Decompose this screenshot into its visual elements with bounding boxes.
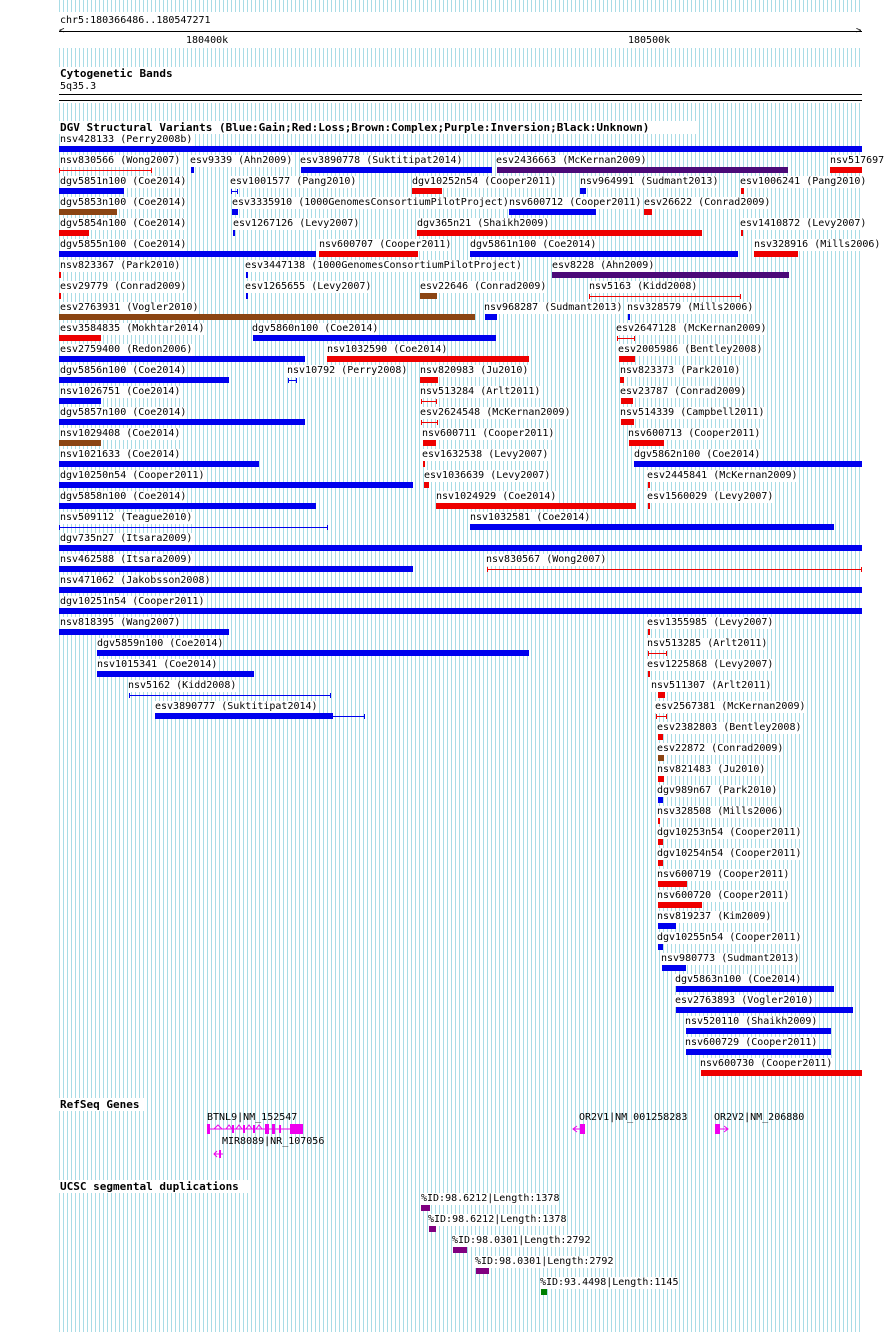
- cyto-band-label: 5q35.3: [60, 81, 97, 92]
- sv-feature-bar[interactable]: [552, 272, 789, 278]
- sv-feature-bar[interactable]: [497, 167, 788, 173]
- sv-label[interactable]: nsv5163 (Kidd2008): [589, 281, 698, 292]
- sv-feature-bar[interactable]: [620, 377, 624, 383]
- gene-label-or2v1[interactable]: OR2V1|NM_001258283: [579, 1112, 688, 1123]
- sv-feature-line[interactable]: [421, 422, 438, 423]
- sv-label[interactable]: nsv1026751 (Coe2014): [60, 386, 181, 397]
- sv-label[interactable]: dgv5859n100 (Coe2014): [97, 638, 224, 649]
- sv-feature-bar[interactable]: [658, 818, 660, 824]
- sv-feature-bar[interactable]: [423, 461, 425, 467]
- sv-feature-bar[interactable]: [155, 713, 333, 719]
- sv-label[interactable]: esv2436663 (McKernan2009): [496, 155, 647, 166]
- sv-label[interactable]: esv3890777 (Suktitipat2014): [155, 701, 318, 712]
- sv-label[interactable]: nsv600729 (Cooper2011): [685, 1037, 818, 1048]
- sv-label[interactable]: dgv10250n54 (Cooper2011): [60, 470, 205, 481]
- segdup-label[interactable]: %ID:98.6212|Length:1378: [421, 1193, 560, 1204]
- cyto-band-line-top: [59, 94, 862, 95]
- sv-feature-bar[interactable]: [648, 503, 650, 509]
- sv-feature-bar[interactable]: [658, 881, 687, 887]
- sv-label[interactable]: nsv600712 (Cooper2011): [509, 197, 642, 208]
- cyto-background: [59, 67, 865, 103]
- sv-label[interactable]: esv8228 (Ahn2009): [552, 260, 655, 271]
- sv-feature-bar[interactable]: [658, 692, 665, 698]
- sv-label[interactable]: nsv1021633 (Coe2014): [60, 449, 181, 460]
- sv-feature-bar[interactable]: [648, 629, 650, 635]
- sv-feature-bar[interactable]: [701, 1070, 862, 1076]
- sv-label[interactable]: nsv823367 (Park2010): [60, 260, 181, 271]
- dgv-track-title: DGV Structural Variants (Blue:Gain;Red:Loss;Brown:Complex;Purple:Inversion;Black:Unknown): [60, 121, 650, 134]
- sv-feature-cap: [861, 567, 862, 572]
- ruler-location-label: chr5:180366486..180547271: [60, 15, 211, 26]
- sv-feature-bar[interactable]: [59, 503, 316, 509]
- sv-label[interactable]: nsv513285 (Arlt2011): [647, 638, 768, 649]
- sv-feature-bar[interactable]: [658, 944, 663, 950]
- sv-label[interactable]: nsv462588 (Itsara2009): [60, 554, 193, 565]
- sv-label[interactable]: nsv821483 (Ju2010): [657, 764, 766, 775]
- sv-feature-bar[interactable]: [686, 1028, 831, 1034]
- sv-feature-bar[interactable]: [741, 188, 744, 194]
- sv-feature-bar[interactable]: [580, 188, 586, 194]
- segdup-bar[interactable]: [453, 1247, 467, 1253]
- sv-label[interactable]: nsv600711 (Cooper2011): [422, 428, 555, 439]
- sv-feature-cap: [237, 189, 238, 194]
- sv-label[interactable]: dgv735n27 (Itsara2009): [60, 533, 193, 544]
- sv-feature-cap: [129, 693, 130, 698]
- sv-label[interactable]: esv2624548 (McKernan2009): [420, 407, 571, 418]
- segdup-label[interactable]: %ID:98.6212|Length:1378: [428, 1214, 567, 1225]
- sv-feature-bar[interactable]: [420, 377, 438, 383]
- sv-feature-bar[interactable]: [59, 272, 61, 278]
- sv-feature-cap: [648, 651, 649, 656]
- sv-label[interactable]: nsv830566 (Wong2007): [60, 155, 181, 166]
- sv-label[interactable]: esv3584835 (Mokhtar2014): [60, 323, 205, 334]
- sv-feature-bar[interactable]: [59, 230, 89, 236]
- sv-label[interactable]: dgv5863n100 (Coe2014): [675, 974, 802, 985]
- sv-feature-bar[interactable]: [658, 839, 663, 845]
- sv-feature-bar[interactable]: [485, 314, 497, 320]
- sv-feature-cap: [487, 567, 488, 572]
- sv-feature-bar[interactable]: [658, 776, 664, 782]
- sv-label[interactable]: esv1006241 (Pang2010): [740, 176, 867, 187]
- segdup-bar[interactable]: [429, 1226, 436, 1232]
- sv-label[interactable]: nsv1032581 (Coe2014): [470, 512, 591, 523]
- sv-label[interactable]: esv2763931 (Vogler2010): [60, 302, 199, 313]
- sv-feature-cap: [656, 714, 657, 719]
- sv-label[interactable]: nsv1015341 (Coe2014): [97, 659, 218, 670]
- sv-label[interactable]: nsv980773 (Sudmant2013): [661, 953, 800, 964]
- sv-feature-bar[interactable]: [232, 209, 238, 215]
- sv-feature-bar[interactable]: [246, 293, 248, 299]
- sv-feature-bar[interactable]: [648, 482, 650, 488]
- sv-label[interactable]: nsv328508 (Mills2006): [657, 806, 784, 817]
- sv-label[interactable]: nsv820983 (Ju2010): [420, 365, 529, 376]
- sv-label[interactable]: nsv517697: [830, 155, 885, 166]
- sv-feature-cap: [296, 378, 297, 383]
- sv-feature-bar[interactable]: [629, 440, 664, 446]
- sv-feature-bar[interactable]: [658, 797, 663, 803]
- sv-feature-bar[interactable]: [628, 314, 630, 320]
- gene-label-or2v2[interactable]: OR2V2|NM_206880: [714, 1112, 805, 1123]
- ruler-axis-line: [59, 31, 862, 32]
- sv-feature-line[interactable]: [129, 695, 331, 696]
- sv-feature-bar[interactable]: [658, 902, 702, 908]
- sv-feature-cap: [421, 420, 422, 425]
- sv-feature-line[interactable]: [648, 653, 667, 654]
- sv-label[interactable]: nsv328916 (Mills2006): [754, 239, 881, 250]
- sv-feature-cap: [421, 399, 422, 404]
- sv-label[interactable]: dgv5851n100 (Coe2014): [60, 176, 187, 187]
- sv-feature-cap: [589, 294, 590, 299]
- sv-feature-bar[interactable]: [658, 923, 676, 929]
- sv-feature-bar[interactable]: [97, 650, 529, 656]
- sv-feature-bar[interactable]: [59, 461, 259, 467]
- sv-feature-cap: [437, 420, 438, 425]
- sv-label[interactable]: nsv513284 (Arlt2011): [420, 386, 541, 397]
- sv-label[interactable]: esv2759400 (Redon2006): [60, 344, 193, 355]
- sv-feature-bar[interactable]: [658, 734, 663, 740]
- sv-label[interactable]: dgv5860n100 (Coe2014): [252, 323, 379, 334]
- sv-feature-bar[interactable]: [59, 356, 305, 362]
- sv-feature-tail: [333, 716, 365, 717]
- ruler-tick-label-1: 180400k: [186, 35, 229, 46]
- sv-label[interactable]: esv1267126 (Levy2007): [233, 218, 360, 229]
- sv-label[interactable]: esv22872 (Conrad2009): [657, 743, 784, 754]
- sv-feature-bar[interactable]: [412, 188, 442, 194]
- sv-feature-bar[interactable]: [253, 335, 496, 341]
- sv-label[interactable]: nsv10792 (Perry2008): [287, 365, 408, 376]
- sv-label[interactable]: esv2647128 (McKernan2009): [616, 323, 767, 334]
- sv-feature-bar[interactable]: [59, 545, 862, 551]
- sv-feature-bar[interactable]: [420, 293, 437, 299]
- sv-label[interactable]: esv1265655 (Levy2007): [245, 281, 372, 292]
- sv-label[interactable]: nsv5162 (Kidd2008): [128, 680, 237, 691]
- sv-label[interactable]: dgv10252n54 (Cooper2011): [412, 176, 557, 187]
- sv-feature-bar[interactable]: [644, 209, 652, 215]
- sv-feature-cap: [634, 336, 635, 341]
- segdup-bar[interactable]: [541, 1289, 547, 1295]
- sv-feature-cap: [288, 378, 289, 383]
- sv-label[interactable]: dgv10251n54 (Cooper2011): [60, 596, 205, 607]
- sv-feature-bar[interactable]: [59, 251, 316, 257]
- sv-feature-bar[interactable]: [470, 251, 738, 257]
- sv-label[interactable]: dgv5854n100 (Coe2014): [60, 218, 187, 229]
- sv-feature-bar[interactable]: [619, 356, 635, 362]
- sv-feature-cap: [151, 168, 152, 173]
- sv-label[interactable]: nsv511307 (Arlt2011): [651, 680, 772, 691]
- sv-label[interactable]: nsv600707 (Cooper2011): [319, 239, 452, 250]
- sv-label[interactable]: esv9339 (Ahn2009): [190, 155, 293, 166]
- sv-feature-line[interactable]: [487, 569, 862, 570]
- sv-label[interactable]: esv1001577 (Pang2010): [230, 176, 357, 187]
- sv-label[interactable]: esv1560029 (Levy2007): [647, 491, 774, 502]
- sv-feature-bar[interactable]: [319, 251, 418, 257]
- sv-feature-bar[interactable]: [417, 230, 702, 236]
- sv-label[interactable]: dgv5861n100 (Coe2014): [470, 239, 597, 250]
- ruler-right-arrow-icon: >: [856, 26, 862, 36]
- sv-feature-bar[interactable]: [59, 587, 862, 593]
- sv-feature-bar[interactable]: [301, 167, 492, 173]
- sv-label[interactable]: esv1632538 (Levy2007): [422, 449, 549, 460]
- sv-feature-cap: [617, 336, 618, 341]
- sv-label[interactable]: nsv1032590 (Coe2014): [327, 344, 448, 355]
- sv-label[interactable]: dgv989n67 (Park2010): [657, 785, 778, 796]
- sv-feature-line[interactable]: [59, 527, 328, 528]
- sv-label[interactable]: esv1225868 (Levy2007): [647, 659, 774, 670]
- sv-label[interactable]: nsv600730 (Cooper2011): [700, 1058, 833, 1069]
- segdup-label[interactable]: %ID:98.0301|Length:2792: [452, 1235, 591, 1246]
- sv-feature-bar[interactable]: [662, 965, 686, 971]
- sv-feature-bar[interactable]: [676, 986, 834, 992]
- sv-label[interactable]: esv1410872 (Levy2007): [740, 218, 867, 229]
- sv-feature-line[interactable]: [421, 401, 437, 402]
- sv-feature-bar[interactable]: [233, 230, 235, 236]
- sv-label[interactable]: esv2567381 (McKernan2009): [655, 701, 806, 712]
- gene-label-btnl9[interactable]: BTNL9|NM_152547: [207, 1112, 298, 1123]
- sv-label[interactable]: nsv514339 (Campbell2011): [620, 407, 765, 418]
- sv-feature-bar[interactable]: [436, 503, 636, 509]
- sv-feature-bar[interactable]: [59, 188, 124, 194]
- sv-label[interactable]: nsv328579 (Mills2006): [627, 302, 754, 313]
- sv-label[interactable]: nsv509112 (Teague2010): [60, 512, 193, 523]
- sv-label[interactable]: dgv5855n100 (Coe2014): [60, 239, 187, 250]
- sv-label[interactable]: esv22646 (Conrad2009): [420, 281, 547, 292]
- sv-feature-bar[interactable]: [59, 209, 117, 215]
- sv-feature-bar[interactable]: [59, 566, 413, 572]
- sv-feature-bar[interactable]: [741, 230, 743, 236]
- sv-feature-bar[interactable]: [648, 671, 650, 677]
- sv-feature-cap: [231, 189, 232, 194]
- sv-feature-cap: [666, 714, 667, 719]
- sv-feature-cap: [59, 525, 60, 530]
- sv-label[interactable]: esv2763893 (Vogler2010): [675, 995, 814, 1006]
- sv-label[interactable]: nsv471062 (Jakobsson2008): [60, 575, 211, 586]
- sv-label[interactable]: dgv10255n54 (Cooper2011): [657, 932, 802, 943]
- sv-label[interactable]: dgv5857n100 (Coe2014): [60, 407, 187, 418]
- sv-feature-cap: [666, 651, 667, 656]
- sv-label[interactable]: esv2445841 (McKernan2009): [647, 470, 798, 481]
- gene-label-mir8089[interactable]: MIR8089|NR_107056: [222, 1136, 325, 1147]
- segdup-bar[interactable]: [476, 1268, 489, 1274]
- cyto-band-line-bottom: [59, 100, 862, 101]
- sv-label[interactable]: esv29779 (Conrad2009): [60, 281, 187, 292]
- ruler-left-arrow-icon: <: [59, 26, 65, 36]
- sv-label[interactable]: nsv1029408 (Coe2014): [60, 428, 181, 439]
- sv-label[interactable]: esv2005986 (Bentley2008): [618, 344, 763, 355]
- sv-feature-bar[interactable]: [59, 293, 61, 299]
- sv-feature-bar[interactable]: [191, 167, 194, 173]
- segdup-label[interactable]: %ID:98.0301|Length:2792: [475, 1256, 614, 1267]
- sv-feature-bar[interactable]: [59, 608, 862, 614]
- sv-feature-bar[interactable]: [59, 146, 862, 152]
- sv-feature-bar[interactable]: [621, 419, 634, 425]
- sv-feature-bar[interactable]: [423, 440, 436, 446]
- sv-label[interactable]: esv2382803 (Bentley2008): [657, 722, 802, 733]
- sv-feature-line[interactable]: [617, 338, 635, 339]
- sv-feature-bar[interactable]: [509, 209, 596, 215]
- sv-label[interactable]: dgv10254n54 (Cooper2011): [657, 848, 802, 859]
- sv-label[interactable]: nsv818395 (Wang2007): [60, 617, 181, 628]
- segdup-label[interactable]: %ID:93.4498|Length:1145: [540, 1277, 679, 1288]
- sv-label[interactable]: esv3335910 (1000GenomesConsortiumPilotProject): [232, 197, 509, 208]
- sv-feature-bar[interactable]: [830, 167, 862, 173]
- sv-feature-cap: [364, 714, 365, 719]
- sv-feature-bar[interactable]: [621, 398, 633, 404]
- sv-label[interactable]: esv3890778 (Suktitipat2014): [300, 155, 463, 166]
- sv-label[interactable]: esv3447138 (1000GenomesConsortiumPilotProject): [245, 260, 522, 271]
- sv-label[interactable]: nsv428133 (Perry2008b): [60, 134, 193, 145]
- sv-feature-bar[interactable]: [59, 440, 101, 446]
- sv-feature-cap: [59, 168, 60, 173]
- sv-feature-bar[interactable]: [470, 524, 834, 530]
- sv-label[interactable]: nsv964991 (Sudmant2013): [580, 176, 719, 187]
- sv-feature-bar[interactable]: [59, 419, 305, 425]
- sv-feature-bar[interactable]: [327, 356, 529, 362]
- sv-label[interactable]: nsv600720 (Cooper2011): [657, 890, 790, 901]
- refseq-track-title: RefSeq Genes: [60, 1098, 140, 1111]
- sv-label[interactable]: nsv830567 (Wong2007): [486, 554, 607, 565]
- sv-feature-bar[interactable]: [59, 482, 413, 488]
- sv-feature-line[interactable]: [59, 170, 152, 171]
- sv-feature-line[interactable]: [589, 296, 741, 297]
- sv-label[interactable]: esv23787 (Conrad2009): [620, 386, 747, 397]
- sv-label[interactable]: nsv823373 (Park2010): [620, 365, 741, 376]
- sv-label[interactable]: esv1355985 (Levy2007): [647, 617, 774, 628]
- sv-feature-bar[interactable]: [754, 251, 798, 257]
- sv-feature-bar[interactable]: [59, 629, 229, 635]
- sv-label[interactable]: nsv520110 (Shaikh2009): [685, 1016, 818, 1027]
- segdup-bar[interactable]: [421, 1205, 430, 1211]
- sv-label[interactable]: dgv10253n54 (Cooper2011): [657, 827, 802, 838]
- sv-label[interactable]: dgv5862n100 (Coe2014): [634, 449, 761, 460]
- sv-feature-bar[interactable]: [59, 377, 229, 383]
- sv-label[interactable]: nsv819237 (Kim2009): [657, 911, 772, 922]
- sv-label[interactable]: nsv968287 (Sudmant2013): [484, 302, 623, 313]
- sv-label[interactable]: esv1036639 (Levy2007): [424, 470, 551, 481]
- sv-feature-bar[interactable]: [676, 1007, 853, 1013]
- sv-feature-bar[interactable]: [686, 1049, 831, 1055]
- sv-feature-cap: [436, 399, 437, 404]
- sv-feature-bar[interactable]: [59, 335, 101, 341]
- cyto-track-title: Cytogenetic Bands: [60, 67, 173, 80]
- sv-feature-cap: [327, 525, 328, 530]
- sv-label[interactable]: nsv600713 (Cooper2011): [628, 428, 761, 439]
- sv-feature-bar[interactable]: [424, 482, 429, 488]
- sv-label[interactable]: dgv5853n100 (Coe2014): [60, 197, 187, 208]
- sv-label[interactable]: nsv600719 (Cooper2011): [657, 869, 790, 880]
- sv-label[interactable]: dgv365n21 (Shaikh2009): [417, 218, 550, 229]
- sv-feature-bar[interactable]: [59, 314, 475, 320]
- sv-feature-bar[interactable]: [658, 755, 664, 761]
- sv-feature-cap: [740, 294, 741, 299]
- ruler-tick-label-2: 180500k: [628, 35, 671, 46]
- sv-label[interactable]: esv26622 (Conrad2009): [644, 197, 771, 208]
- sv-feature-cap: [330, 693, 331, 698]
- sv-label[interactable]: nsv1024929 (Coe2014): [436, 491, 557, 502]
- sv-feature-bar[interactable]: [658, 860, 663, 866]
- sv-feature-bar[interactable]: [59, 398, 101, 404]
- sv-feature-bar[interactable]: [634, 461, 862, 467]
- sv-feature-bar[interactable]: [97, 671, 254, 677]
- sv-label[interactable]: dgv5856n100 (Coe2014): [60, 365, 187, 376]
- segdup-track-title: UCSC segmental duplications: [60, 1180, 239, 1193]
- sv-label[interactable]: dgv5858n100 (Coe2014): [60, 491, 187, 502]
- sv-feature-bar[interactable]: [246, 272, 248, 278]
